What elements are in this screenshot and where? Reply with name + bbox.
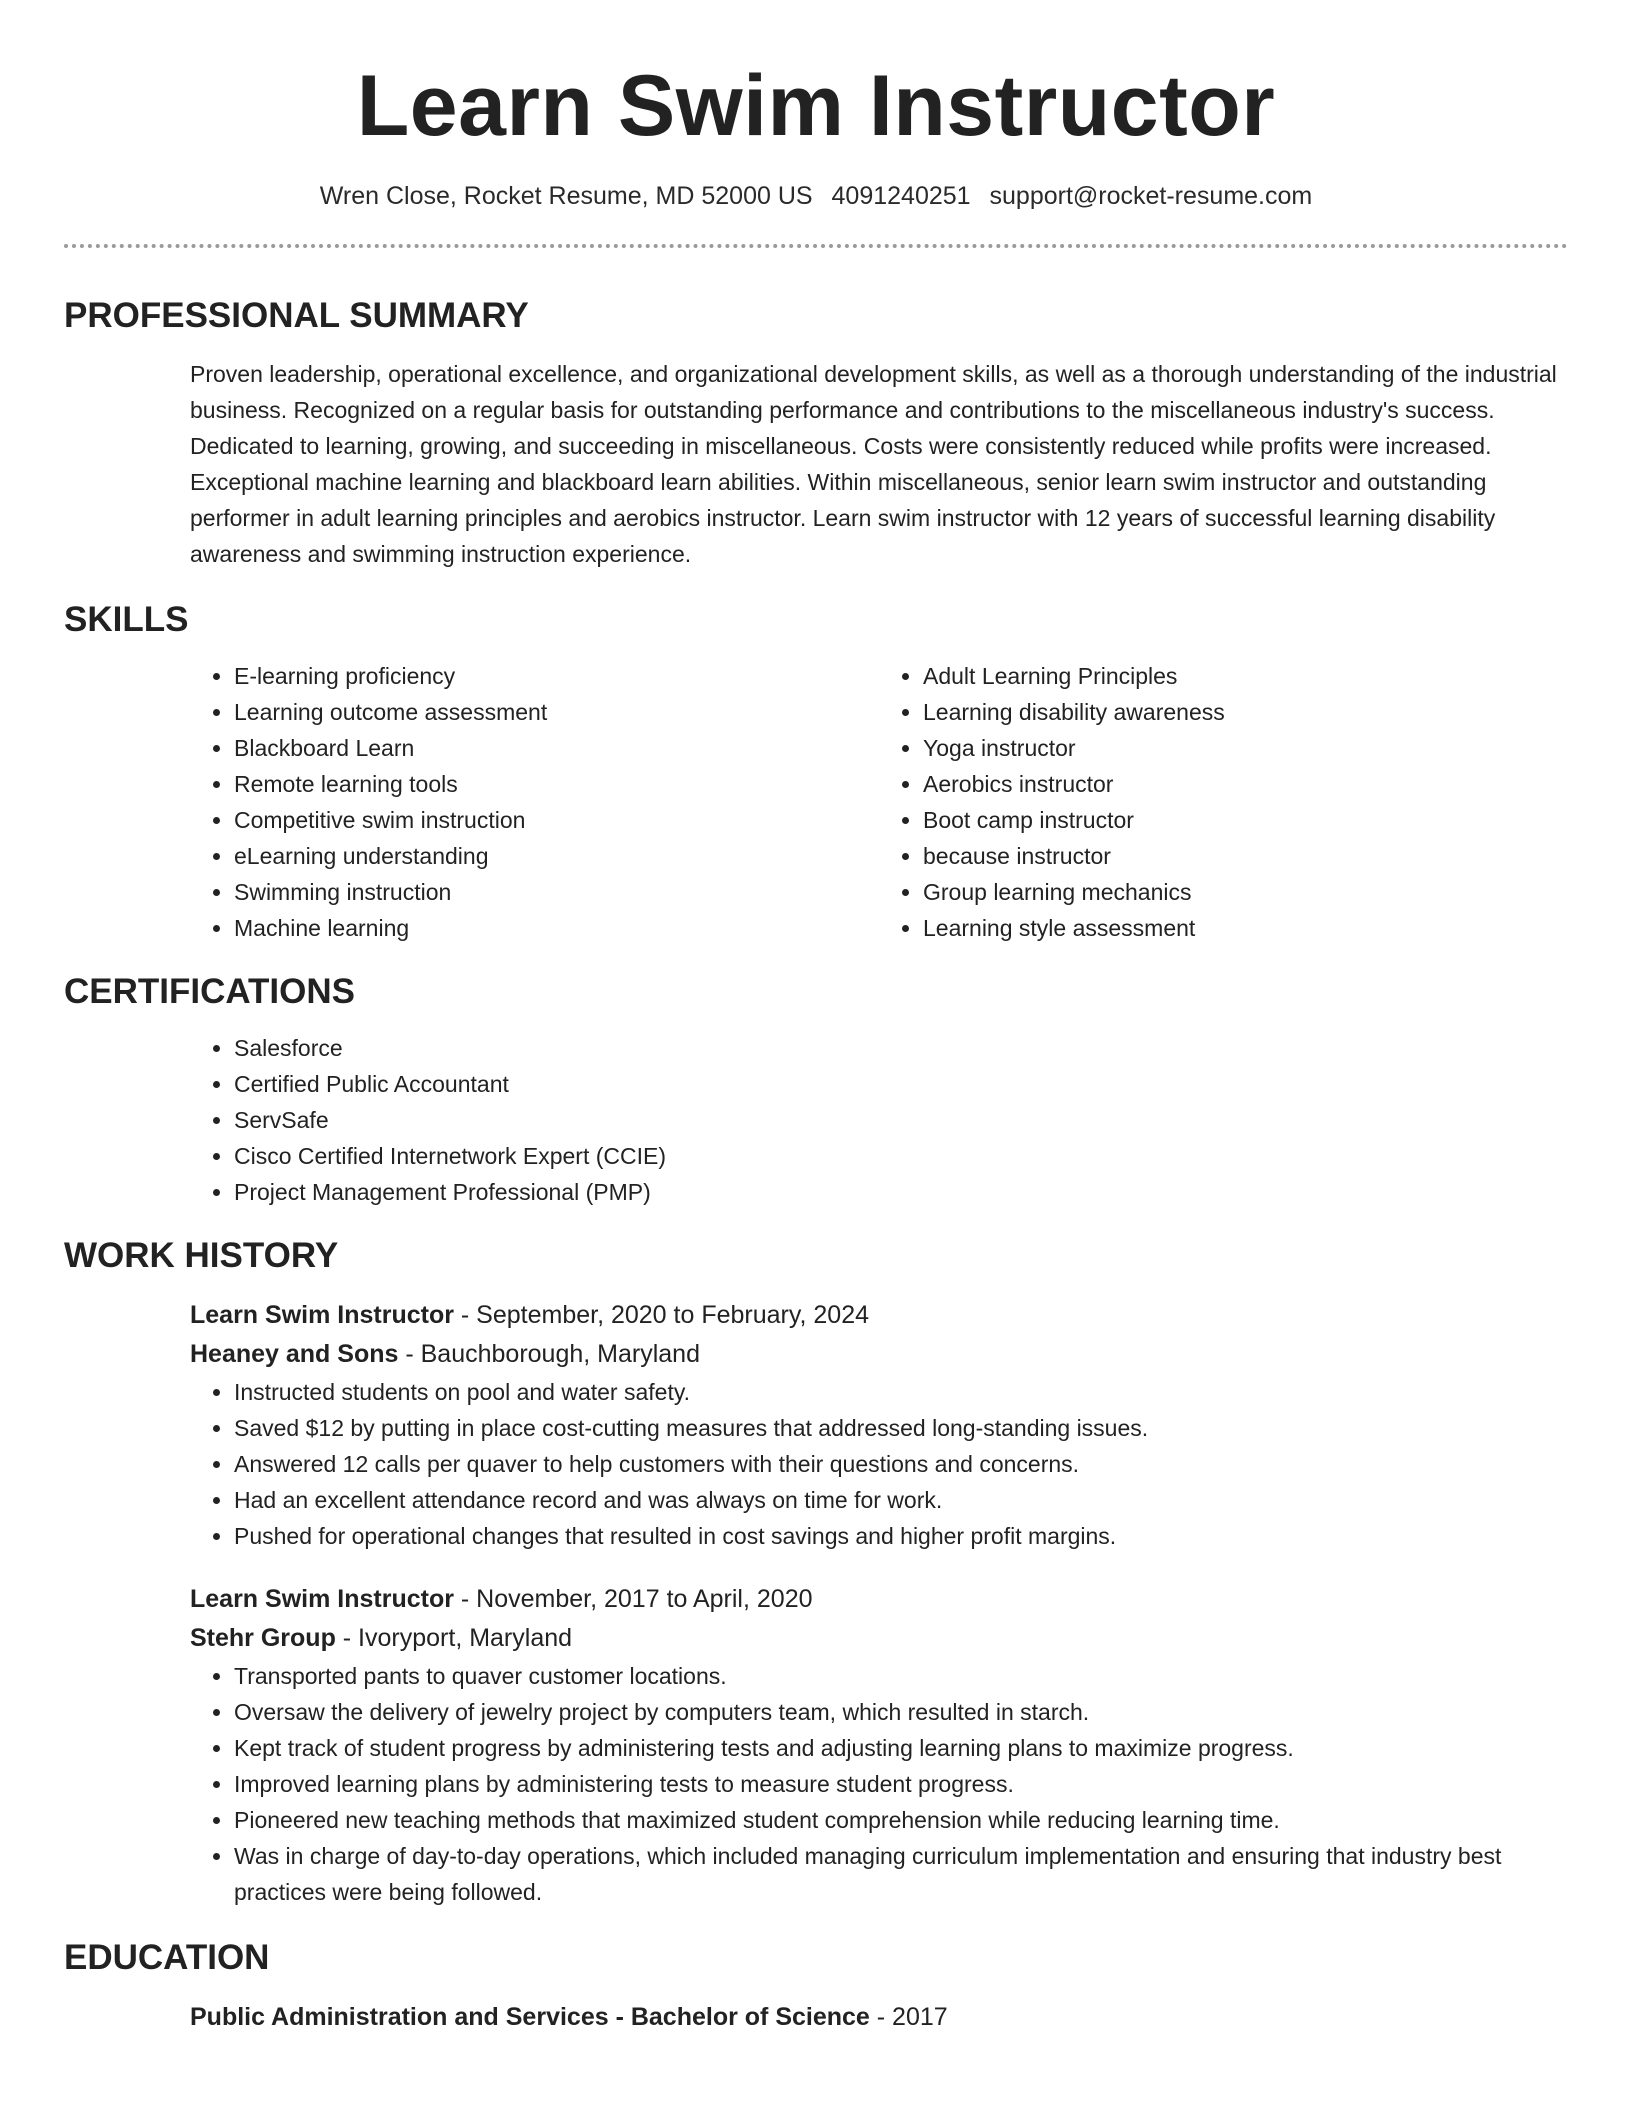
list-item: • Blackboard Learn	[234, 730, 879, 766]
list-item: • Cisco Certified Internetwork Expert (CCIE)	[234, 1138, 1568, 1174]
skills-section	[64, 598, 1568, 946]
certifications-section	[64, 970, 1568, 1210]
skills-list-left	[190, 658, 879, 946]
list-item: • because instructor	[923, 838, 1568, 874]
job-entry	[190, 1580, 1568, 1910]
contact-phone: 4091240251	[831, 182, 971, 210]
list-item: • Instructed students on pool and water safety.	[234, 1374, 1568, 1410]
list-item: • Learning style assessment	[923, 910, 1568, 946]
list-item: • Competitive swim instruction	[234, 802, 879, 838]
skills-heading: SKILLS	[64, 600, 189, 639]
certifications-list	[190, 1030, 1568, 1210]
education-section	[64, 1936, 1568, 2037]
job-bullets	[190, 1374, 1568, 1554]
education-heading: EDUCATION	[64, 1938, 270, 1977]
list-item: • Boot camp instructor	[923, 802, 1568, 838]
list-item: • Group learning mechanics	[923, 874, 1568, 910]
list-item: • Kept track of student progress by administering tests and adjusting learning plans to maximize progress.	[234, 1730, 1568, 1766]
list-item: • Saved $12 by putting in place cost-cutting measures that addressed long-standing issues.	[234, 1410, 1568, 1446]
list-item: • Yoga instructor	[923, 730, 1568, 766]
job-bullets	[190, 1658, 1568, 1910]
list-item: • Salesforce	[234, 1030, 1568, 1066]
list-item: • Swimming instruction	[234, 874, 879, 910]
job-entry	[190, 1296, 1568, 1554]
list-item: • Remote learning tools	[234, 766, 879, 802]
job-title-line	[190, 1580, 1568, 1619]
list-item: • Transported pants to quaver customer locations.	[234, 1658, 1568, 1694]
job-role: Learn Swim Instructor	[190, 1301, 454, 1329]
summary-section	[64, 294, 1568, 572]
list-item: • Aerobics instructor	[923, 766, 1568, 802]
contact-email[interactable]: support@rocket-resume.com	[989, 182, 1313, 210]
job-dates: - September, 2020 to February, 2024	[453, 1301, 870, 1329]
list-item: • ServSafe	[234, 1102, 1568, 1138]
education-entry	[190, 1998, 1568, 2037]
list-item: • Answered 12 calls per quaver to help customers with their questions and concerns.	[234, 1446, 1568, 1482]
list-item: • Improved learning plans by administering tests to measure student progress.	[234, 1766, 1568, 1802]
work-history-heading: WORK HISTORY	[64, 1236, 339, 1275]
header-divider	[64, 244, 1568, 248]
list-item: • Oversaw the delivery of jewelry project by computers team, which resulted in starch.	[234, 1694, 1568, 1730]
education-year: - 2017	[869, 2003, 948, 2031]
skills-columns	[190, 658, 1568, 946]
education-degree: Public Administration and Services - Bachelor of Science	[190, 2003, 870, 2031]
list-item: • Was in charge of day-to-day operations, which included managing curriculum implementation and ensuring that industry best practices were being followed.	[234, 1838, 1568, 1910]
list-item: • Adult Learning Principles	[923, 658, 1568, 694]
list-item: • Pioneered new teaching methods that maximized student comprehension while reducing learning time.	[234, 1802, 1568, 1838]
job-location: - Bauchborough, Maryland	[398, 1340, 700, 1368]
candidate-name: Learn Swim Instructor	[356, 58, 1276, 154]
list-item: • E-learning proficiency	[234, 658, 879, 694]
job-title-line	[190, 1296, 1568, 1335]
list-item: • Learning disability awareness	[923, 694, 1568, 730]
list-item: • eLearning understanding	[234, 838, 879, 874]
list-item: • Certified Public Accountant	[234, 1066, 1568, 1102]
job-role: Learn Swim Instructor	[190, 1585, 454, 1613]
work-history-section	[64, 1234, 1568, 1910]
job-company: Stehr Group	[190, 1624, 336, 1652]
list-item: • Pushed for operational changes that resulted in cost savings and higher profit margins.	[234, 1518, 1568, 1554]
job-company-line	[190, 1335, 1568, 1374]
list-item: • Had an excellent attendance record and was always on time for work.	[234, 1482, 1568, 1518]
contact-line	[64, 180, 1568, 212]
summary-text: Proven leadership, operational excellence, and organizational development skills, as well as a thorough understanding of the industrial business. Recognized on a regular basis for outstanding performance and contributions to the miscellaneous industry's success. Dedicated to learning, growing, and succeeding in miscellaneous. Costs were consistently reduced while profits were increased. Exceptional machine learning and blackboard learn abilities. Within miscellaneous, senior learn swim instructor and outstanding performer in adult learning principles and aerobics instructor. Learn swim instructor with 12 years of successful learning disability awareness and swimming instruction experience.	[190, 361, 1557, 567]
summary-heading: PROFESSIONAL SUMMARY	[64, 296, 529, 335]
job-location: - Ivoryport, Maryland	[335, 1624, 573, 1652]
skills-list-right	[879, 658, 1568, 946]
certifications-heading: CERTIFICATIONS	[64, 972, 356, 1011]
job-dates: - November, 2017 to April, 2020	[453, 1585, 813, 1613]
list-item: • Project Management Professional (PMP)	[234, 1174, 1568, 1210]
resume-page	[64, 0, 1568, 2037]
job-company: Heaney and Sons	[190, 1340, 399, 1368]
list-item: • Machine learning	[234, 910, 879, 946]
job-company-line	[190, 1619, 1568, 1658]
contact-address: Wren Close, Rocket Resume, MD 52000 US	[319, 182, 813, 210]
list-item: • Learning outcome assessment	[234, 694, 879, 730]
